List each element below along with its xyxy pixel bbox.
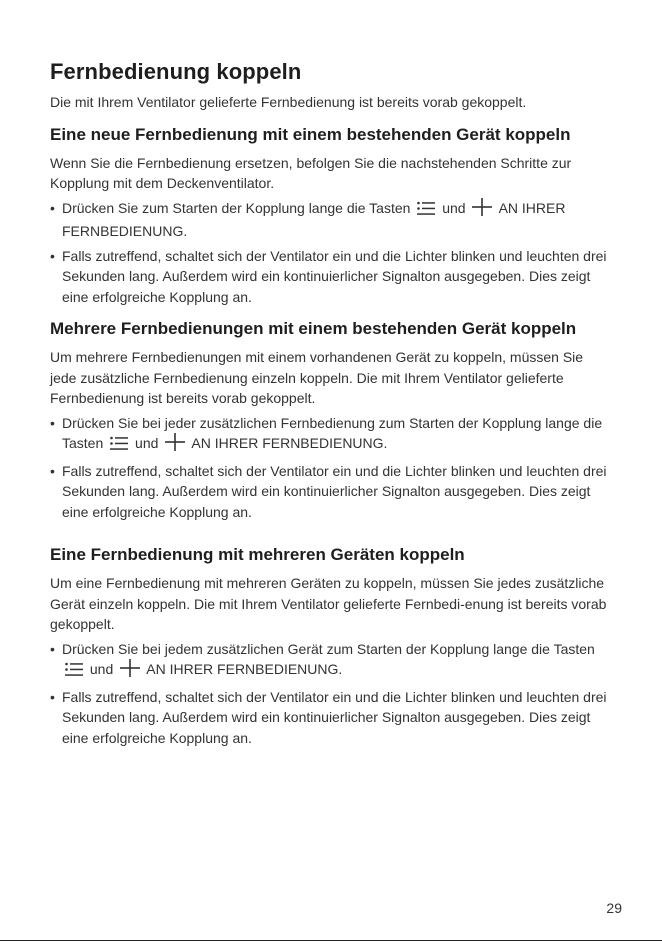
plus-icon xyxy=(472,198,492,222)
steps-list-new-remote xyxy=(50,198,610,308)
plus-icon xyxy=(120,659,140,683)
list-item: • Drücken Sie bei jedem zusätzlichen Gerät zum Starten der Kopplung lange die Tasten und AN IHRER FERNBEDIENUNG. xyxy=(50,639,610,683)
list-item: • Falls zutreffend, schaltet sich der Ventilator ein und die Lichter blinken und leuchten drei Sekunden lang. Außerdem wird ein kontinuierlicher Signalton ausgegeben. Dies zeigt eine erfolgreiche Kopplung an. xyxy=(50,461,610,523)
section-body-multiple-devices: Um eine Fernbedienung mit mehreren Geräten zu koppeln, müssen Sie jedes zusätzliche Gerät einzeln koppeln. Die mit Ihrem Ventilator gelieferte Fernbedi-enung ist bereits vorab gekoppelt. xyxy=(50,575,607,632)
intro-text: Die mit Ihrem Ventilator gelieferte Fernbedienung ist bereits vorab gekoppelt. xyxy=(50,94,527,110)
steps-list-multiple-devices xyxy=(50,639,610,749)
section-body-multiple-remotes: Um mehrere Fernbedienungen mit einem vorhandenen Gerät zu koppeln, müssen Sie jede zusätzliche Fernbedienung einzeln koppeln. Die mit Ihrem Ventilator gelieferte Fernbedienung ist bereits vorab gekoppelt. xyxy=(50,349,584,406)
menu-list-icon xyxy=(110,436,128,457)
steps-list-multiple-remotes xyxy=(50,413,610,523)
section-body-new-remote: Wenn Sie die Fernbedienung ersetzen, befolgen Sie die nachstehenden Schritte zur Kopplung mit dem Deckenventilator. xyxy=(50,154,572,191)
plus-icon xyxy=(165,433,185,457)
menu-list-icon xyxy=(417,201,435,222)
list-item: • Falls zutreffend, schaltet sich der Ventilator ein und die Lichter blinken und leuchten drei Sekunden lang. Außerdem wird ein kontinuierlicher Signalton ausgegeben. Dies zeigt eine erfolgreiche Kopplung an. xyxy=(50,687,610,749)
list-item: • Falls zutreffend, schaltet sich der Ventilator ein und die Lichter blinken und leuchten drei Sekunden lang. Außerdem wird ein kontinuierlicher Signalton ausgegeben. Dies zeigt eine erfolgreiche Kopplung an. xyxy=(50,246,610,308)
footer-divider xyxy=(0,940,662,941)
list-item: • Drücken Sie bei jeder zusätzlichen Fernbedienung zum Starten der Kopplung lange die Tasten und AN IHRER FERNBEDIENUNG. xyxy=(50,413,610,457)
section-heading-new-remote: Eine neue Fernbedienung mit einem bestehenden Gerät koppeln xyxy=(50,124,571,144)
page-title: Fernbedienung koppeln xyxy=(50,59,302,84)
list-item: • Drücken Sie zum Starten der Kopplung lange die Tasten und AN IHRER FERNBEDIENUNG. xyxy=(50,198,610,242)
manual-page xyxy=(50,56,610,748)
section-heading-multiple-devices: Eine Fernbedienung mit mehreren Geräten koppeln xyxy=(50,545,465,564)
section-heading-multiple-remotes: Mehrere Fernbedienungen mit einem bestehenden Gerät koppeln xyxy=(50,319,577,338)
menu-list-icon xyxy=(65,662,83,683)
page-number: 29 xyxy=(606,900,622,916)
